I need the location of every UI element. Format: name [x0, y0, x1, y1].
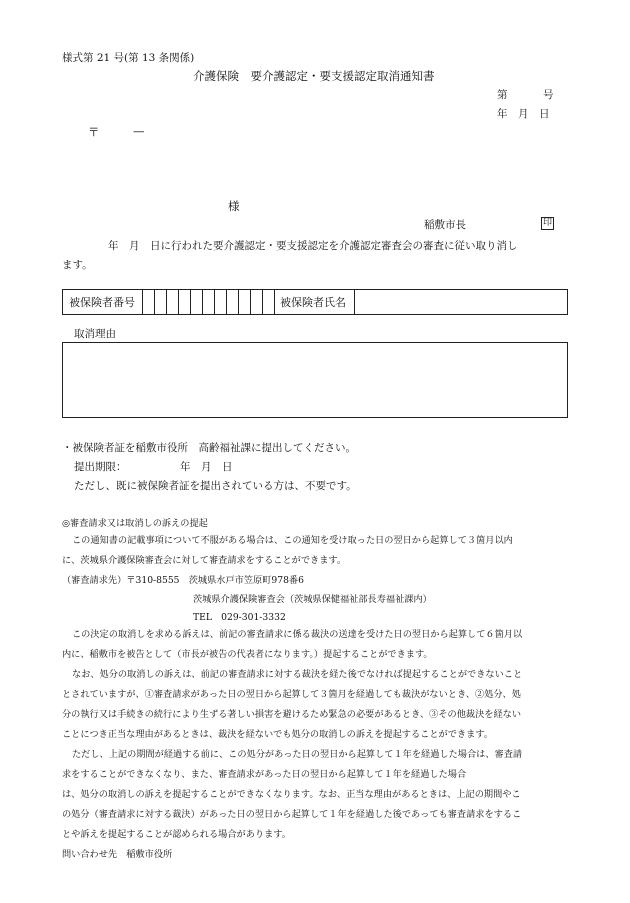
issue-date: 年 月 日 [497, 108, 550, 120]
doc-no-go: 号 [543, 89, 554, 101]
addressee-sama: 様 [228, 199, 240, 213]
insured-number-digit[interactable] [154, 290, 166, 314]
reason-field[interactable] [62, 342, 568, 418]
insured-number-digit[interactable] [262, 290, 274, 314]
appeal-p3-line: 分の執行又は手続きの続行により生ずる著しい損害を避けるため緊急の必要があるとき、③その他裁決を経ない [62, 709, 522, 720]
appeal-p4-line: ただし、上記の期間が経過する前に、この処分があった日の翌日から起算して１年を経過した場合は、審査請 [72, 749, 523, 760]
page-title: 介護保険 要介護認定・要支援認定取消通知書 [193, 69, 435, 83]
postal-dash: — [133, 124, 145, 138]
insured-number-digit[interactable] [226, 290, 238, 314]
appeal-p1-line: この通知書の記載事項について不服がある場合は、この通知を受け取った日の翌日から起算して３箇月以内 [72, 535, 513, 546]
appeal-p4-line: 求をすることができなくなり、また、審査請求があった日の翌日から起算して１年を経過した場合 [62, 769, 467, 780]
appeal-p4-line: の処分（審査請求に対する裁決）があった日の翌日から起算して１年を経過した後であっても審査請求をするこ [62, 809, 522, 820]
appeal-destination: （審査請求先）〒310-8555 茨城県水戸市笠原町978番6 [62, 575, 304, 586]
insured-number-digit[interactable] [142, 290, 154, 314]
appeal-destination-tel: TEL 029-301-3332 [193, 612, 286, 623]
appeal-p4-line: は、処分の取消しの訴えを提起することができなくなります。なお、正当な理由があるときは、上記の期間やこ [62, 789, 521, 800]
doc-no-dai: 第 [497, 89, 508, 101]
form-number: 様式第 21 号(第 13 条関係) [62, 52, 195, 64]
insured-number-digit[interactable] [190, 290, 202, 314]
contact-line: 問い合わせ先 稲敷市役所 [62, 849, 173, 860]
insured-number-digit[interactable] [250, 290, 262, 314]
deadline-label: 提出期限： [74, 461, 127, 473]
insured-number-digit[interactable] [178, 290, 190, 314]
appeal-p2-line: 内に、稲敷市を被告として（市長が被告の代表者になります。）提起することができます。 [62, 649, 433, 660]
insured-info-table [62, 289, 568, 315]
appeal-p4-line: とや訴えを提起することが認められる場合があります。 [62, 829, 291, 840]
insured-number-digit[interactable] [238, 290, 250, 314]
appeal-heading: ◎審査請求又は取消しの訴えの提起 [62, 518, 208, 529]
reason-label: 取消理由 [74, 328, 116, 340]
insured-number-digit[interactable] [166, 290, 178, 314]
appeal-p2-line: この決定の取消しを求める訴えは、前記の審査請求に係る裁決の送達を受けた日の翌日から起算して６箇月以 [72, 629, 523, 640]
insured-number-digit[interactable] [214, 290, 226, 314]
appeal-p3-line: とされていますが、①審査請求があった日の翌日から起算して３箇月を経過しても裁決がないとき、②処分、処 [62, 689, 521, 700]
body-line-1: 年 月 日に行われた要介護認定・要支援認定を介護認定審査会の審査に従い取り消し [108, 240, 518, 252]
seal-mark: 印 [542, 218, 552, 228]
body-line-2: ます。 [62, 259, 93, 271]
insured-name-field[interactable] [354, 290, 568, 314]
appeal-p3-line: ことにつき正当な理由があるときは、裁決を経ないでも処分の取消しの訴えを提起することができます。 [62, 729, 493, 740]
insured-number-label: 被保険者番号 [69, 296, 135, 309]
insured-name-label: 被保険者氏名 [280, 296, 346, 309]
appeal-p1-line: に、茨城県介護保険審査会に対して審査請求をすることができます。 [62, 555, 347, 566]
insured-name-label-cell [274, 290, 354, 314]
appeal-destination-name: 茨城県介護保険審査会（茨城県保健福祉部長寿福祉課内） [193, 594, 432, 605]
notice-line-1: ・被保険者証を稲敷市役所 高齢福祉課に提出してください。 [62, 442, 356, 454]
postal-mark: 〒 [88, 125, 100, 139]
insured-number-digit[interactable] [202, 290, 214, 314]
notice-line-3: ただし、既に被保険者証を提出されている方は、不要です。 [74, 480, 357, 492]
deadline-value: 年 月 日 [180, 461, 233, 473]
appeal-p3-line: なお、処分の取消しの訴えは、前記の審査請求に対する裁決を経た後でなければ提起することができないこと [72, 669, 523, 680]
issuer-name: 稲敷市長 [424, 219, 466, 231]
